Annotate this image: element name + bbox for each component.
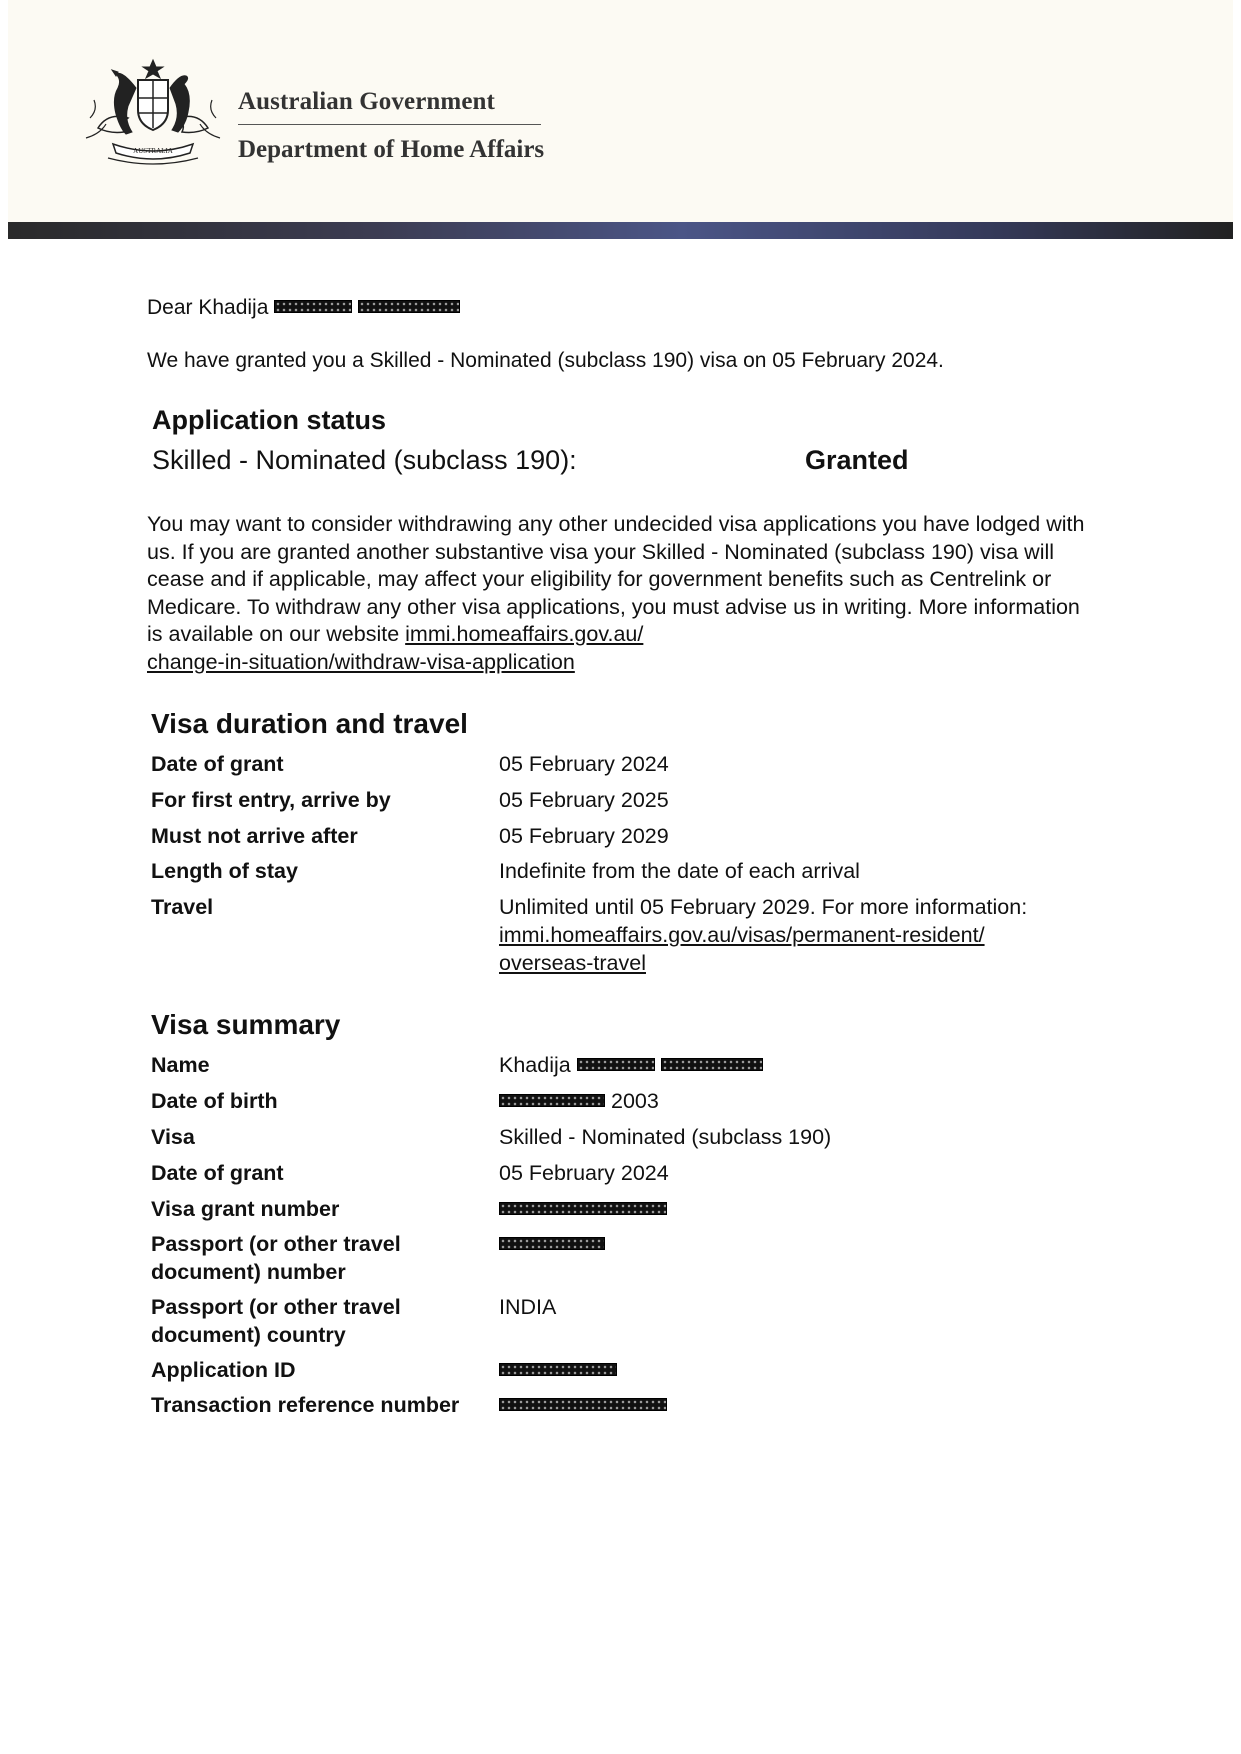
summary-value: 05 February 2024: [499, 1161, 669, 1185]
detail-value: [499, 893, 1079, 977]
summary-label: Transaction reference number: [151, 1393, 460, 1417]
letterhead: [8, 0, 1233, 222]
summary-value: Skilled - Nominated (subclass 190): [499, 1125, 832, 1149]
visa-duration-heading: Visa duration and travel: [151, 708, 468, 739]
summary-label: Visa grant number: [151, 1197, 340, 1221]
withdraw-notice: [147, 511, 1087, 676]
redacted-block: [274, 300, 352, 313]
overseas-travel-link-part2[interactable]: overseas-travel: [499, 951, 646, 975]
grant-intro: We have granted you a Skilled - Nominated (subclass 190) visa on 05 February 2024.: [147, 349, 944, 372]
summary-value: INDIA: [499, 1295, 557, 1319]
summary-value: [499, 1230, 1079, 1258]
detail-label: For first entry, arrive by: [151, 788, 391, 812]
birth-year: 2003: [610, 1089, 659, 1113]
header-divider: [238, 124, 541, 125]
summary-label: Name: [151, 1053, 210, 1077]
notice-text: You may want to consider withdrawing any other undecided visa applications you have lodged with us. If you are granted another substantive visa your Skilled - Nominated (subclass 190) visa will cease and if applicable, may affect your eligibility for government benefits such as Centrelink or Medicare. To withdraw any other visa applications, you must advise us in writing. More information is available on our website: [147, 512, 1085, 646]
detail-label: Date of grant: [151, 752, 284, 776]
crest-motto: AUSTRALIA: [133, 147, 173, 155]
label-line1: Passport (or other travel: [151, 1232, 401, 1256]
summary-value: [499, 1195, 1079, 1223]
name-text: Khadija: [499, 1053, 571, 1077]
detail-value: 05 February 2025: [499, 788, 669, 812]
redacted-block: [358, 300, 460, 313]
summary-value: [499, 1051, 1079, 1079]
greeting: [147, 294, 460, 321]
summary-value: [499, 1087, 1079, 1115]
redacted-block: [499, 1094, 605, 1107]
greeting-text: Dear Khadija: [147, 296, 269, 319]
redacted-block: [499, 1398, 667, 1411]
redacted-block: [499, 1202, 667, 1215]
detail-label: Must not arrive after: [151, 824, 358, 848]
government-name: Australian Government: [238, 88, 495, 115]
redacted-block: [499, 1363, 617, 1376]
redacted-block: [499, 1237, 605, 1250]
overseas-travel-link-part1[interactable]: immi.homeaffairs.gov.au/visas/permanent-resident/: [499, 923, 985, 947]
summary-value: [499, 1356, 1079, 1384]
department-name: Department of Home Affairs: [238, 136, 545, 163]
visa-summary-heading: Visa summary: [151, 1009, 341, 1040]
redacted-block: [661, 1058, 763, 1071]
redacted-block: [577, 1058, 655, 1071]
summary-value: [499, 1391, 1079, 1419]
label-line2: document) country: [151, 1323, 346, 1347]
summary-label: Application ID: [151, 1358, 296, 1382]
header-color-bar: [8, 222, 1233, 239]
coat-of-arms-icon: [78, 58, 228, 170]
summary-label: [151, 1293, 491, 1349]
label-line2: document) number: [151, 1260, 346, 1284]
summary-label: [151, 1230, 491, 1286]
summary-label: Date of birth: [151, 1089, 278, 1113]
status-badge: Granted: [805, 445, 909, 475]
label-line1: Passport (or other travel: [151, 1295, 401, 1319]
summary-label: Date of grant: [151, 1161, 284, 1185]
detail-label: Travel: [151, 895, 214, 919]
withdraw-info-link-part2[interactable]: change-in-situation/withdraw-visa-application: [147, 649, 575, 674]
detail-value: 05 February 2029: [499, 824, 669, 848]
status-label: Skilled - Nominated (subclass 190):: [152, 445, 577, 475]
application-status-heading: Application status: [152, 405, 387, 435]
detail-label: Length of stay: [151, 859, 298, 883]
travel-text: Unlimited until 05 February 2029. For more information:: [499, 895, 1028, 919]
detail-value: Indefinite from the date of each arrival: [499, 859, 860, 883]
summary-label: Visa: [151, 1125, 195, 1149]
detail-value: 05 February 2024: [499, 752, 669, 776]
withdraw-info-link-part1[interactable]: immi.homeaffairs.gov.au/: [405, 622, 644, 646]
application-status-row: [152, 445, 1052, 476]
